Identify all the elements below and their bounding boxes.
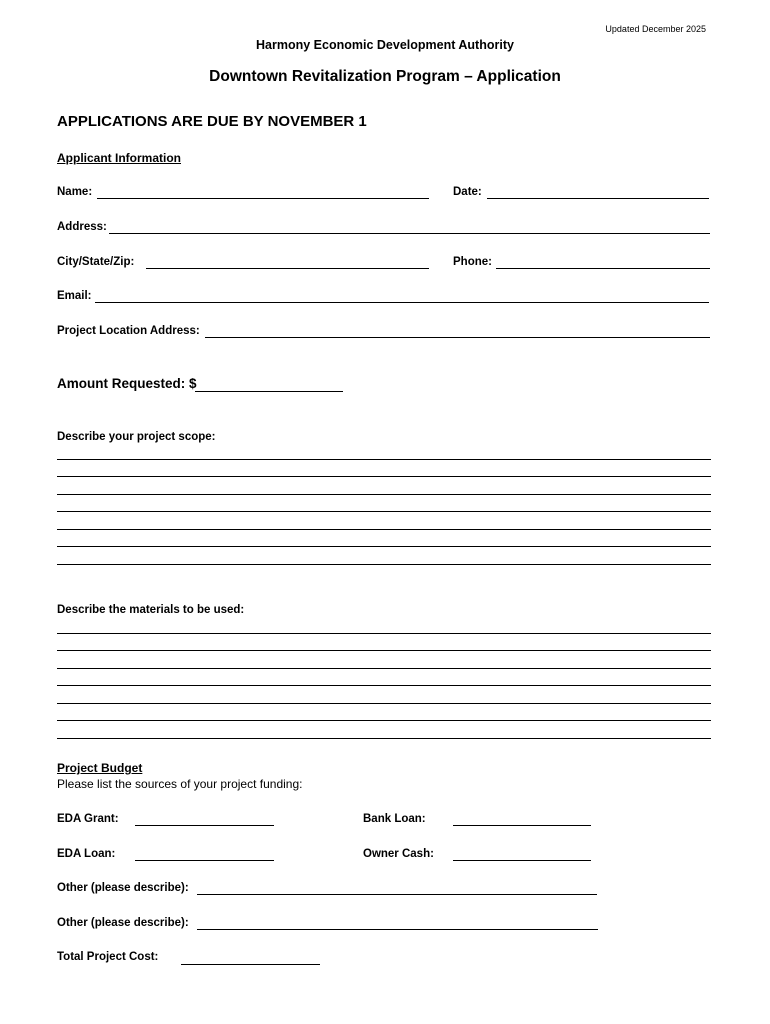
project-scope-line[interactable]	[57, 511, 711, 512]
date-field[interactable]	[487, 198, 709, 199]
updated-date: Updated December 2025	[605, 24, 706, 34]
project-scope-line[interactable]	[57, 494, 711, 495]
project-location-label: Project Location Address:	[57, 325, 200, 337]
date-label: Date:	[453, 186, 482, 198]
total-project-cost-field[interactable]	[181, 964, 320, 965]
materials-label: Describe the materials to be used:	[57, 604, 245, 616]
eda-grant-field[interactable]	[135, 825, 274, 826]
amount-requested-label: Amount Requested: $	[57, 376, 197, 391]
total-project-cost-label: Total Project Cost:	[57, 951, 159, 963]
materials-line[interactable]	[57, 720, 711, 721]
eda-loan-label: EDA Loan:	[57, 848, 116, 860]
project-location-field[interactable]	[205, 337, 710, 338]
amount-requested-field[interactable]	[195, 391, 343, 392]
bank-loan-field[interactable]	[453, 825, 591, 826]
phone-field[interactable]	[496, 268, 710, 269]
bank-loan-label: Bank Loan:	[363, 813, 426, 825]
project-scope-line[interactable]	[57, 564, 711, 565]
materials-line[interactable]	[57, 685, 711, 686]
project-scope-line[interactable]	[57, 459, 711, 460]
name-field[interactable]	[97, 198, 429, 199]
address-label: Address:	[57, 221, 107, 233]
project-budget-heading: Project Budget	[57, 761, 143, 775]
materials-line[interactable]	[57, 650, 711, 651]
project-scope-line[interactable]	[57, 529, 711, 530]
other-funding-label-2: Other (please describe):	[57, 917, 189, 929]
email-field[interactable]	[95, 302, 709, 303]
email-label: Email:	[57, 290, 92, 302]
city-state-zip-label: City/State/Zip:	[57, 256, 135, 268]
owner-cash-label: Owner Cash:	[363, 848, 434, 860]
other-funding-label-1: Other (please describe):	[57, 882, 189, 894]
eda-grant-label: EDA Grant:	[57, 813, 119, 825]
eda-loan-field[interactable]	[135, 860, 274, 861]
organization-name: Harmony Economic Development Authority	[256, 38, 514, 52]
form-title: Downtown Revitalization Program – Application	[209, 68, 561, 85]
other-funding-field-2[interactable]	[197, 929, 598, 930]
materials-line[interactable]	[57, 633, 711, 634]
phone-label: Phone:	[453, 256, 492, 268]
project-budget-subheading: Please list the sources of your project funding:	[57, 777, 303, 791]
materials-line[interactable]	[57, 668, 711, 669]
project-scope-line[interactable]	[57, 546, 711, 547]
city-state-zip-field[interactable]	[146, 268, 429, 269]
due-notice: APPLICATIONS ARE DUE BY NOVEMBER 1	[57, 113, 367, 130]
materials-line[interactable]	[57, 703, 711, 704]
owner-cash-field[interactable]	[453, 860, 591, 861]
project-scope-label: Describe your project scope:	[57, 431, 216, 443]
materials-line[interactable]	[57, 738, 711, 739]
applicant-info-heading: Applicant Information	[57, 151, 181, 165]
project-scope-line[interactable]	[57, 476, 711, 477]
address-field[interactable]	[109, 233, 710, 234]
other-funding-field-1[interactable]	[197, 894, 597, 895]
name-label: Name:	[57, 186, 93, 198]
